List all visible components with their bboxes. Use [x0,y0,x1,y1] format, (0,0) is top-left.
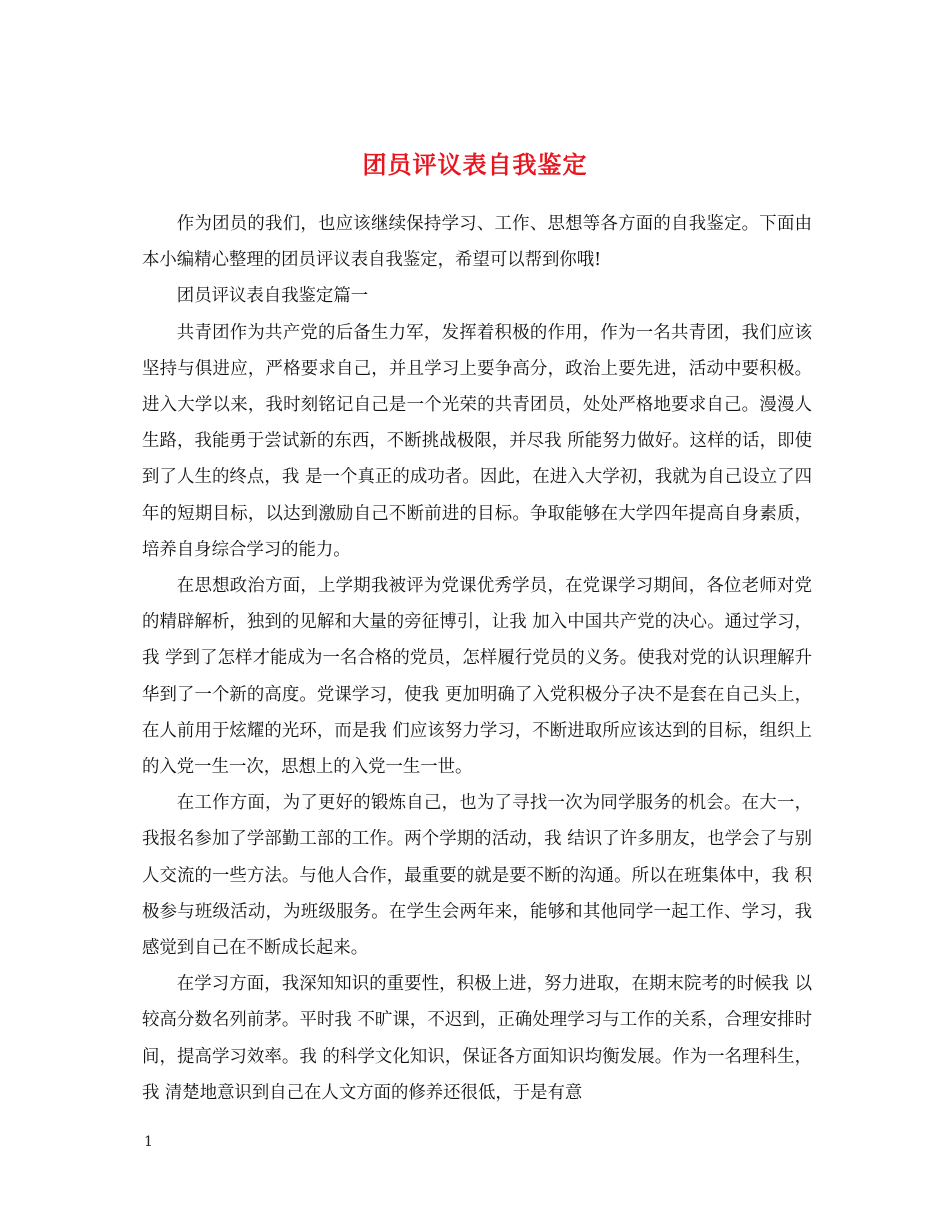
body-paragraph: 共青团作为共产党的后备生力军，发挥着积极的作用，作为一名共青团，我们应该坚持与俱进应，严格要求自己，并且学习上要争高分，政治上要先进，活动中要积极。进入大学以来，我时刻铭记自己是一个光荣的共青团员，处处严格地要求自己。漫漫人生路，我能勇于尝试新的东西，不断挑战极限，并尽我 所能努力做好。这样的话，即使到了人生的终点，我 是一个真正的成功者。因此，在进入大学初，我就为自己设立了四年的短期目标，以达到激励自己不断前进的目标。争取能够在大学四年提高自身素质，培养自身综合学习的能力。 [142,322,812,560]
section-heading: 团员评议表自我鉴定篇一 [176,286,369,307]
body-paragraph: 在工作方面，为了更好的锻炼自己，也为了寻找一次为同学服务的机会。在大一，我报名参加了学部勤工部的工作。两个学期的活动，我 结识了许多朋友，也学会了与别人交流的一些方法。与他人合作，最重要的就是要不断的沟通。所以在班集体中，我 积极参与班级活动，为班级服务。在学生会两年来，能够和其他同学一起工作、学习，我 感觉到自己在不断成长起来。 [142,793,812,959]
page-title: 团员评议表自我鉴定 [362,150,588,180]
body-paragraph: 在思想政治方面，上学期我被评为党课优秀学员，在党课学习期间，各位老师对党的精辟解析，独到的见解和大量的旁征博引，让我 加入中国共产党的决心。通过学习，我 学到了怎样才能成为一名合格的党员，怎样履行党员的义务。使我对党的认识理解升华到了一个新的高度。党课学习，使我 更加明确了入党积极分子决不是套在自己头上，在人前用于炫耀的光环，而是我 们应该努力学习，不断进取所应该达到的目标，组织上的入党一生一次，思想上的入党一生一世。 [142,576,812,778]
document-body [142,206,812,1111]
body-paragraph: 在学习方面，我深知知识的重要性，积极上进，努力进取，在期末院考的时候我 以较高分数名列前茅。平时我 不旷课，不迟到，正确处理学习与工作的关系，合理安排时间，提高学习效率。我 的科学文化知识，保证各方面知识均衡发展。作为一名理科生，我 清楚地意识到自己在人文方面的修养还很低，于是有意 [142,974,812,1103]
intro-paragraph: 作为团员的我们，也应该继续保持学习、工作、思想等各方面的自我鉴定。下面由本小编精心整理的团员评议表自我鉴定，希望可以帮到你哦! [142,214,812,271]
page-number: 1 [144,1134,153,1150]
